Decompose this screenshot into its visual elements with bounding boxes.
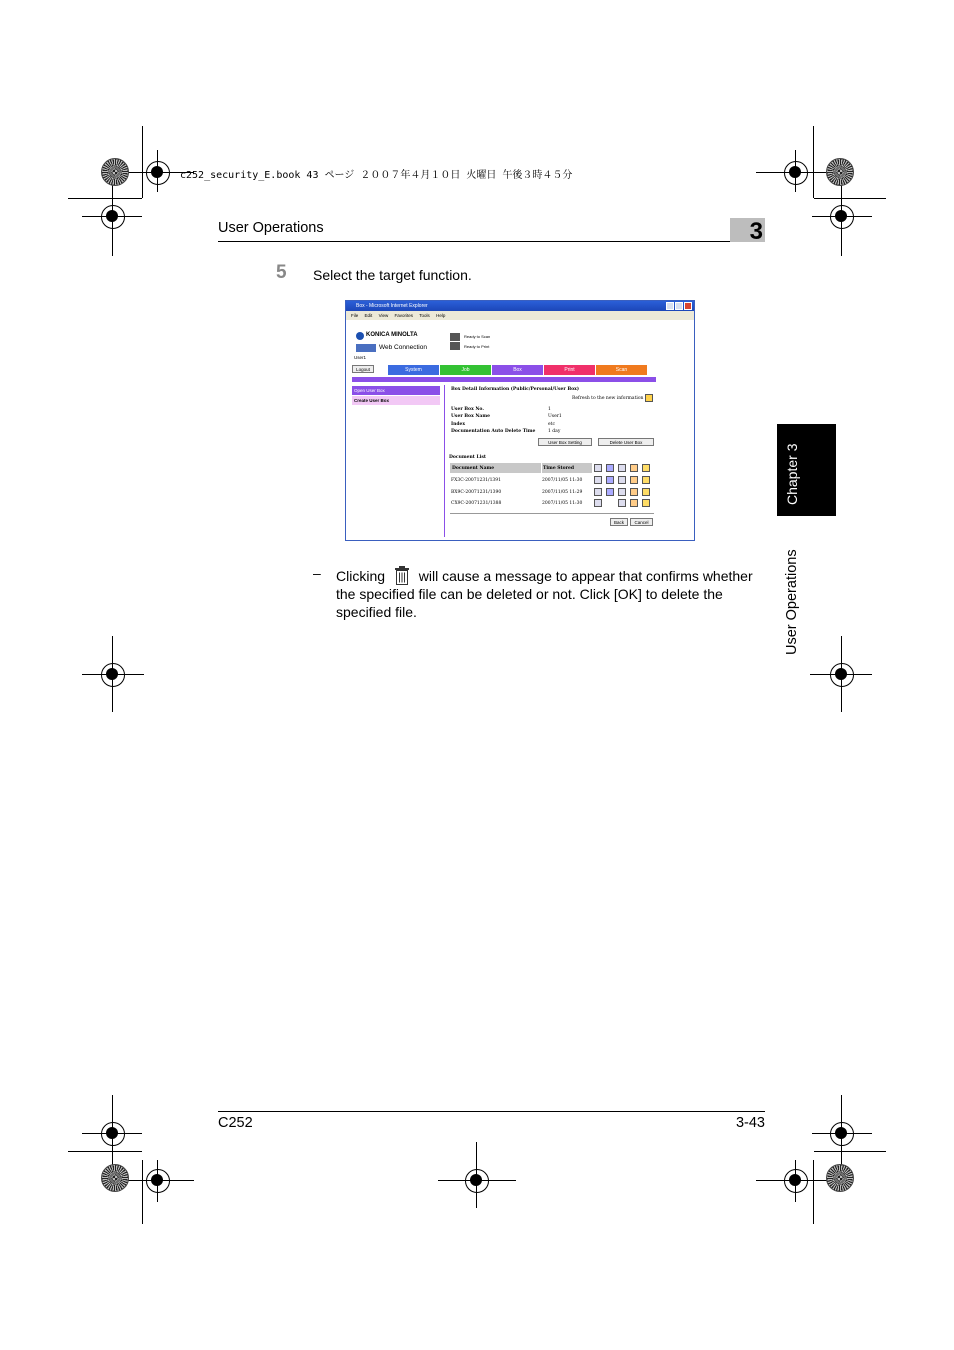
color-target <box>826 158 854 186</box>
scanner-icon <box>450 333 460 341</box>
step-number: 5 <box>276 262 287 283</box>
user-name: User1 <box>354 355 367 360</box>
box-color-bar <box>352 377 656 382</box>
document-name: BX9C-20071231/1390 <box>451 490 502 495</box>
field-label: User Box No. <box>451 407 484 412</box>
registration-mark <box>146 161 170 185</box>
trash-icon <box>393 565 411 586</box>
field-label: Documentation Auto Delete Time <box>451 429 536 434</box>
pagescope-logo-icon <box>356 344 376 352</box>
cancel-button[interactable]: Cancel <box>630 518 653 526</box>
sidebar-create-user-box[interactable]: Create User Box <box>352 396 440 405</box>
move-icon[interactable] <box>642 488 650 496</box>
move-icon[interactable] <box>642 499 650 507</box>
trash-icon[interactable] <box>618 499 626 507</box>
field-value: 1 <box>548 407 551 412</box>
tab-scan[interactable]: Scan <box>596 365 647 375</box>
edit-icon[interactable] <box>630 499 638 507</box>
trash-icon[interactable] <box>618 464 626 472</box>
header-rule <box>218 241 765 242</box>
document-list-title: Document List <box>449 455 486 460</box>
move-icon[interactable] <box>642 464 650 472</box>
scan-status: Ready to Scan <box>464 334 491 339</box>
menu-tools[interactable]: Tools <box>419 313 430 318</box>
close-icon[interactable] <box>684 302 692 310</box>
column-header-name: Document Name <box>452 466 495 471</box>
field-label: Index <box>451 422 466 427</box>
edit-icon[interactable] <box>630 488 638 496</box>
view-icon[interactable] <box>594 499 602 507</box>
registration-mark <box>101 663 125 687</box>
footer-model: C252 <box>218 1115 253 1131</box>
registration-mark <box>784 161 808 185</box>
registration-mark <box>784 1169 808 1193</box>
field-value: 1 day <box>548 429 561 434</box>
brand-logo-icon <box>356 332 364 340</box>
document-name: FX3C-20071231/1391 <box>451 478 502 483</box>
tab-system[interactable]: System <box>388 365 439 375</box>
web-connection-label: Web Connection <box>379 344 427 351</box>
table-bottom-rule <box>450 513 654 514</box>
tab-box[interactable]: Box <box>492 365 543 375</box>
note-text <box>336 565 764 621</box>
logout-button[interactable]: Logout <box>352 365 374 373</box>
print-status: Ready to Print <box>464 344 490 349</box>
minimize-icon[interactable] <box>666 302 674 310</box>
menu-favorites[interactable]: Favorites <box>394 313 414 318</box>
trash-icon[interactable] <box>618 488 626 496</box>
note-after-icon: will cause a message to appear that confirms whether the specified file can be deleted or not. Click [OK] to delete the specified file. <box>336 568 753 620</box>
edit-icon[interactable] <box>630 464 638 472</box>
registration-mark <box>146 1169 170 1193</box>
refresh-icon[interactable] <box>645 394 653 402</box>
section-tab-label: User Operations <box>784 549 800 655</box>
column-header-time: Time Stored <box>543 466 574 471</box>
sidebar-open-user-box[interactable]: Open User Box <box>352 386 440 395</box>
tab-print[interactable]: Print <box>544 365 595 375</box>
menu-file[interactable]: File <box>351 313 359 318</box>
menu-help[interactable]: Help <box>436 313 446 318</box>
view-icon[interactable] <box>594 476 602 484</box>
window-title: Box - Microsoft Internet Explorer <box>346 301 694 311</box>
color-target <box>101 158 129 186</box>
registration-mark <box>830 663 854 687</box>
color-target <box>101 1164 129 1192</box>
brand-name: KONICA MINOLTA <box>366 332 418 338</box>
registration-mark <box>101 205 125 229</box>
box-detail-title: Box Detail Information (Public/Personal/User Box) <box>451 387 579 392</box>
edit-icon[interactable] <box>630 476 638 484</box>
registration-mark <box>830 1122 854 1146</box>
registration-mark <box>101 1122 125 1146</box>
document-name: CX9C-20071231/1388 <box>451 501 502 506</box>
footer-rule <box>218 1111 765 1112</box>
content-divider <box>444 385 445 537</box>
trash-icon[interactable] <box>618 476 626 484</box>
back-button[interactable]: Back <box>610 518 628 526</box>
registration-mark <box>465 1169 489 1193</box>
document-time: 2007/11/05 11:30 <box>542 501 583 506</box>
color-target <box>826 1164 854 1192</box>
browser-screenshot <box>345 300 695 541</box>
delete-user-box-button[interactable]: Delete User Box <box>598 438 654 446</box>
step-text: Select the target function. <box>313 267 472 283</box>
print-icon[interactable] <box>606 476 614 484</box>
document-time: 2007/11/05 11:29 <box>542 490 583 495</box>
header-title: User Operations <box>218 220 324 236</box>
note-dash: – <box>313 565 321 581</box>
footer-page: 3-43 <box>735 1115 765 1131</box>
print-icon[interactable] <box>606 464 614 472</box>
menu-bar <box>346 311 694 320</box>
printer-icon <box>450 342 460 350</box>
refresh-link[interactable]: Refresh to the new information <box>572 396 644 401</box>
field-label: User Box Name <box>451 414 490 419</box>
document-time: 2007/11/05 11:30 <box>542 478 583 483</box>
move-icon[interactable] <box>642 476 650 484</box>
chapter-number: 3 <box>730 218 765 242</box>
field-value: User1 <box>548 414 562 419</box>
view-icon[interactable] <box>594 464 602 472</box>
chapter-tab-label: Chapter 3 <box>784 443 800 505</box>
print-info-line: c252_security_E.book 43 ページ ２００７年４月１０日 火曜日 午後３時４５分 <box>180 170 573 181</box>
registration-mark <box>830 205 854 229</box>
field-value: etc <box>548 422 555 427</box>
user-box-setting-button[interactable]: User Box Setting <box>538 438 592 446</box>
maximize-icon[interactable] <box>675 302 683 310</box>
note-before-icon: Clicking <box>336 568 386 584</box>
menu-view[interactable]: View <box>378 313 389 318</box>
print-icon[interactable] <box>606 488 614 496</box>
tab-job[interactable]: Job <box>440 365 491 375</box>
menu-edit[interactable]: Edit <box>364 313 373 318</box>
view-icon[interactable] <box>594 488 602 496</box>
